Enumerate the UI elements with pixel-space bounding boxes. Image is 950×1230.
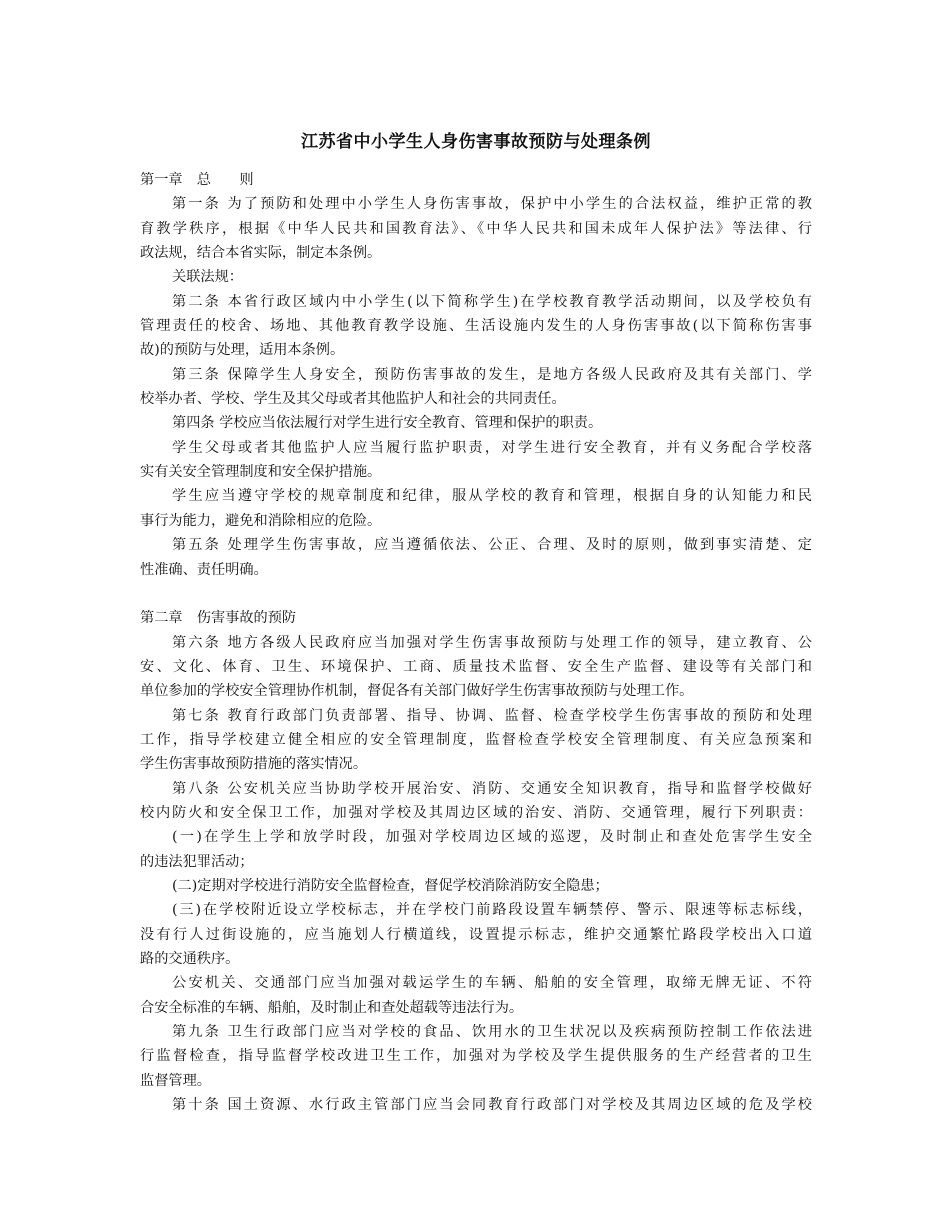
text-line: 校内防火和安全保卫工作，加强对学校及其周边区域的治安、消防、交通管理，履行下列职责： xyxy=(140,804,812,821)
text-line: 政法规，结合本省实际，制定本条例。 xyxy=(140,245,382,262)
text-line: 第九条 卫生行政部门应当对学校的食品、饮用水的卫生状况以及疾病预防控制工作依法进 xyxy=(172,1024,812,1041)
text-line: 第七条 教育行政部门负责部署、指导、协调、监督、检查学校学生伤害事故的预防和处理 xyxy=(172,707,812,724)
text-line: (二)定期对学校进行消防安全监督检查，督促学校消除消防安全隐患； xyxy=(172,877,609,894)
text-line: 第八条 公安机关应当协助学校开展治安、消防、交通安全知识教育，指导和监督学校做好 xyxy=(172,780,812,797)
text-line xyxy=(140,582,812,606)
chapter-heading: 第一章 总 则 xyxy=(140,172,254,188)
text-line: 育教学秩序，根据《中华人民共和国教育法》、《中华人民共和国未成年人保护法》等法律、行 xyxy=(140,220,812,237)
text-line: 行监督检查，指导监督学校改进卫生工作，加强对为学校及学生提供服务的生产经营者的卫生 xyxy=(140,1048,812,1065)
text-line: 监督管理。 xyxy=(140,1072,211,1089)
text-line: (一)在学生上学和放学时段，加强对学校周边区域的巡逻，及时制止和查处危害学生安全 xyxy=(172,829,812,846)
text-line: 公安机关、交通部门应当加强对载运学生的车辆、船舶的安全管理，取缔无牌无证、不符 xyxy=(172,975,812,992)
text-line: 学生应当遵守学校的规章制度和纪律，服从学校的教育和管理，根据自身的认知能力和民 xyxy=(172,488,812,505)
text-line: 管理责任的校舍、场地、其他教育教学设施、生活设施内发生的人身伤害事故(以下简称伤害事 xyxy=(140,318,812,335)
text-line: 安、文化、体育、卫生、环境保护、工商、质量技术监督、安全生产监督、建设等有关部门和 xyxy=(140,658,812,675)
document-body xyxy=(140,168,812,1117)
chapter-heading: 第二章 伤害事故的预防 xyxy=(140,610,297,627)
text-line: 第六条 地方各级人民政府应当加强对学生伤害事故预防与处理工作的领导，建立教育、公 xyxy=(172,634,812,651)
text-line: 事行为能力，避免和消除相应的危险。 xyxy=(140,512,382,529)
text-line: 单位参加的学校安全管理协作机制，督促各有关部门做好学生伤害事故预防与处理工作。 xyxy=(140,683,694,700)
text-line: 第十条 国土资源、水行政主管部门应当会同教育行政部门对学校及其周边区域的危及学校 xyxy=(172,1097,812,1114)
text-line: 学生父母或者其他监护人应当履行监护职责，对学生进行安全教育，并有义务配合学校落 xyxy=(172,439,812,456)
text-line: 故)的预防与处理，适用本条例。 xyxy=(140,342,345,359)
text-line: 工作，指导学校建立健全相应的安全管理制度，监督检查学校安全管理制度、有关应急预案和 xyxy=(140,731,812,748)
text-line: 第五条 处理学生伤害事故，应当遵循依法、公正、合理、及时的原则，做到事实清楚、定 xyxy=(172,537,812,554)
text-line: 校举办者、学校、学生及其父母或者其他监护人和社会的共同责任。 xyxy=(140,391,566,408)
text-line: 没有行人过街设施的，应当施划人行横道线，设置提示标志，维护交通繁忙路段学校出入口道 xyxy=(140,926,812,943)
text-line: 第一条 为了预防和处理中小学生人身伤害事故，保护中小学生的合法权益，维护正常的教 xyxy=(172,196,812,213)
text-line: (三)在学校附近设立学校标志，并在学校门前路段设置车辆禁停、警示、限速等标志标线， xyxy=(172,902,812,919)
text-line: 第二条 本省行政区域内中小学生(以下简称学生)在学校教育教学活动期间，以及学校负有 xyxy=(172,293,812,310)
text-line: 学生伤害事故预防措施的落实情况。 xyxy=(140,756,368,773)
text-line: 第四条 学校应当依法履行对学生进行安全教育、管理和保护的职责。 xyxy=(172,415,603,432)
text-line: 性准确、责任明确。 xyxy=(140,561,268,578)
text-line: 路的交通秩序。 xyxy=(140,951,240,967)
text-line: 关联法规： xyxy=(172,269,243,286)
text-line: 的违法犯罪活动； xyxy=(140,853,254,870)
text-line: 合安全标准的车辆、船舶，及时制止和查处超载等违法行为。 xyxy=(140,999,524,1016)
text-line: 第三条 保障学生人身安全，预防伤害事故的发生，是地方各级人民政府及其有关部门、学 xyxy=(172,366,812,383)
text-line: 实有关安全管理制度和安全保护措施。 xyxy=(140,464,382,481)
document-title: 江苏省中小学生人身伤害事故预防与处理条例 xyxy=(301,132,651,152)
